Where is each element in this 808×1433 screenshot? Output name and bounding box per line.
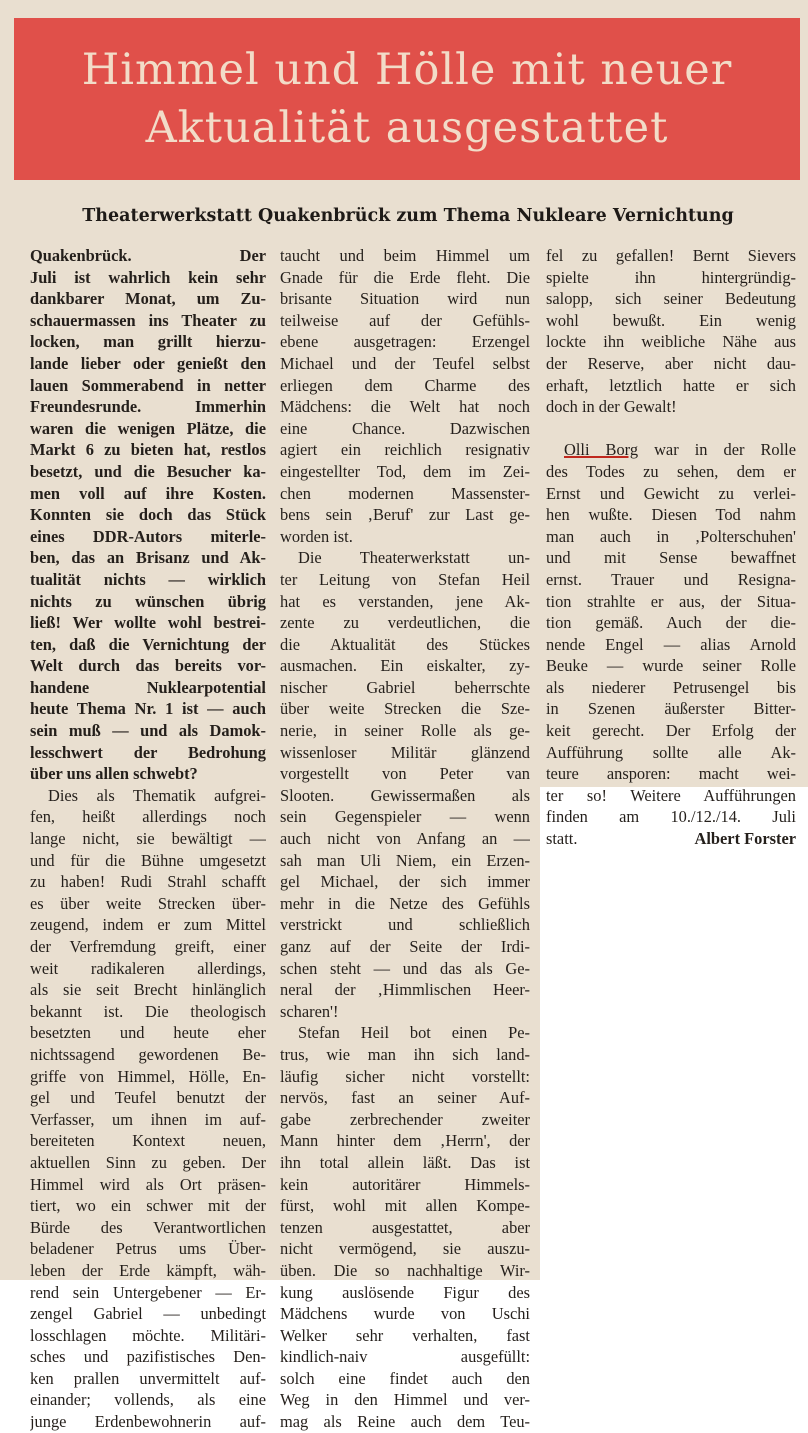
text-line: waren die wenigen Plätze, die <box>30 418 266 438</box>
text-line: leben der Erde kämpft, wäh- <box>30 1260 266 1280</box>
text-line: bereiteten Kontext neuen, <box>30 1131 266 1151</box>
text-line: Quakenbrück. Der <box>30 246 266 265</box>
text-line: ten, daß die Vernichtung der <box>30 634 266 654</box>
text-line: tion strahlte er aus, der Situa- <box>546 591 796 611</box>
text-line: nischer Gabriel beherrschte <box>280 677 530 697</box>
text-line: losschlagen möchte. Militäri- <box>30 1325 266 1345</box>
text-line: trus, wie man ihn sich land- <box>280 1044 530 1064</box>
text-line: tualität nichts — wirklich <box>30 569 266 589</box>
text-line: Juli ist wahrlich kein sehr <box>30 267 266 287</box>
text-line: neral der ‚Himmlischen Heer- <box>280 980 530 1000</box>
article-column-3 <box>546 245 796 850</box>
text-line: ter so! Weitere Aufführungen <box>546 785 796 805</box>
text-line: über uns allen schwebt? <box>30 764 198 784</box>
text-line: Mädchens: die Welt hat noch <box>280 397 530 417</box>
text-line: ausmachen. Ein eiskalter, zy- <box>280 656 530 676</box>
text-line: ben, das an Brisanz und Ak- <box>30 548 266 568</box>
text-line: tenzen ausgestattet, aber <box>280 1217 530 1237</box>
text-line: solch eine findet auch den <box>280 1368 530 1388</box>
text-line: rend sein Untergebener — Er- <box>30 1282 266 1302</box>
text-line: kindlich-naiv ausgefüllt: <box>280 1347 530 1367</box>
text-line: Konnten sie doch das Stück <box>30 505 266 525</box>
text-line: Bürde des Verantwortlichen <box>30 1217 266 1237</box>
headline-line-1: Himmel und Hölle mit neuer <box>81 45 733 95</box>
text-line: ebene ausgetragen: Erzengel <box>280 332 530 352</box>
text-line: lockte ihn weibliche Nähe aus <box>546 332 796 352</box>
text-line: keit gerecht. Der Erfolg der <box>546 721 796 741</box>
text-line: nicht vermögend, sie auszu- <box>280 1239 530 1259</box>
text-line: wohl bewußt. Ein wenig <box>546 310 796 330</box>
text-line: brisante Situation wird nun <box>280 289 530 309</box>
text-line: und mit Sense bewaffnet <box>546 548 796 568</box>
text-line: sches und pazifistisches Den- <box>30 1347 266 1367</box>
text-line: gel und Teufel benutzt der <box>30 1088 266 1108</box>
text-line: zeugend, indem er zum Mittel <box>30 915 266 935</box>
text-line: als niederer Petrusengel bis <box>546 677 796 697</box>
text-line: finden am 10./12./14. Juli <box>546 807 796 827</box>
text-line: gabe zerbrechender zweiter <box>280 1109 530 1129</box>
text-line: man auch in ‚Polterschuhen' <box>546 526 796 546</box>
text-line: fürst, wohl mit allen Kompe- <box>280 1196 530 1216</box>
text-line: schauermassen ins Theater zu <box>30 310 266 330</box>
text-line: teure ansporen: macht wei- <box>546 764 796 784</box>
text-line: bekannt ist. Die theologisch <box>30 1001 266 1021</box>
text-line: ihn total allein läßt. Das ist <box>280 1152 530 1172</box>
text-line: nerie, in seiner Rolle als ge- <box>280 721 530 741</box>
text-line: agiert ein reichlich resignativ <box>280 440 530 460</box>
signature-line <box>546 828 796 850</box>
text-line: nichtssagend gewordenen Be- <box>30 1044 266 1064</box>
author-byline: Albert Forster <box>694 829 796 849</box>
text-line: chen modernen Massenster- <box>280 483 530 503</box>
text-line: Ernst und Gewicht zu verlei- <box>546 483 796 503</box>
text-line: über weite Strecken die Sze- <box>280 699 530 719</box>
text-line: Freundesrunde. Immerhin <box>30 397 266 417</box>
text-line: zu haben! Rudi Strahl schafft <box>30 872 266 892</box>
text-line: worden ist. <box>280 526 353 546</box>
text-line: sein Gegenspieler — wenn <box>280 807 530 827</box>
text-line: Welt durch das bereits vor- <box>30 656 266 676</box>
text-line: ken prallen unvermittelt auf- <box>30 1368 266 1388</box>
text-line: eingestellter Tod, dem im Zei- <box>280 461 530 481</box>
text-line: zente zu verdeutlichen, die <box>280 613 530 633</box>
text-line: heute Thema Nr. 1 ist — auch <box>30 699 266 719</box>
text-line: sah man Uli Niem, ein Erzen- <box>280 850 530 870</box>
text-line: lesschwert der Bedrohung <box>30 742 266 762</box>
text-line: mehr in die Netze des Gefühls <box>280 893 530 913</box>
underlined-name: Olli Borg <box>564 440 639 460</box>
text-line: Beuke — wurde seiner Rolle <box>546 656 796 676</box>
text-line: Die Theaterwerkstatt un- <box>298 548 530 568</box>
text-line: in Szenen äußerster Bitter- <box>546 699 796 719</box>
text-line: verstrickt und schließlich <box>280 915 530 935</box>
text-line: dankbarer Monat, um Zu- <box>30 289 266 309</box>
text-line: nichts zu wünschen übrig <box>30 591 266 611</box>
text-line: men voll auf ihre Kosten. <box>30 483 266 503</box>
text-line: gel Michael, der sich immer <box>280 872 530 892</box>
text-line: einander; vollends, als eine <box>30 1390 266 1410</box>
text-line: erliegen dem Charme des <box>280 375 530 395</box>
text-line: fen, heißt allerdings noch <box>30 807 266 827</box>
text-line: Mädchens wurde von Uschi <box>280 1304 530 1324</box>
text-line: locken, man grillt hierzu- <box>30 332 266 352</box>
text-line: schen steht — und das als Ge- <box>280 958 530 978</box>
text-line: aktuellen Sinn zu geben. Der <box>30 1152 266 1172</box>
text-line: scharen'! <box>280 1001 339 1021</box>
text-line: lange nicht, sie bewältigt — <box>30 829 266 849</box>
text-line: ernst. Trauer und Resigna- <box>546 569 796 589</box>
text-line: eine Chance. Dazwischen <box>280 418 530 438</box>
text-line: hat es verstanden, jene Ak- <box>280 591 530 611</box>
text-line: Mann hinter dem ‚Herrn', der <box>280 1131 530 1151</box>
text-line: als sie seit Brecht hinlänglich <box>30 980 266 1000</box>
text-line: Gnade für die Erde fleht. Die <box>280 267 530 287</box>
text-line: junge Erdenbewohnerin auf- <box>30 1412 266 1432</box>
text-line: besetzten und heute eher <box>30 1023 266 1043</box>
text-line: statt. <box>546 829 578 849</box>
text-line: der Reserve, aber nicht dau- <box>546 353 796 373</box>
text-line: eines DDR-Autors miterle- <box>30 526 266 546</box>
text-line: und für die Bühne umgesetzt <box>30 850 266 870</box>
text-line: mag als Reine auch dem Teu- <box>280 1412 530 1432</box>
text-line: Himmel wird als Ort präsen- <box>30 1174 266 1194</box>
article-column-1 <box>30 245 266 1433</box>
text-line: Aufführung sollte alle Ak- <box>546 742 796 762</box>
headline-line-2: Aktualität ausgestattet <box>145 103 669 153</box>
text-line: salopp, sich seiner Bedeutung <box>546 289 796 309</box>
text-line: Olli Borg war in der Rolle <box>564 440 796 460</box>
text-line: beladener Petrus ums Über- <box>30 1239 266 1259</box>
text-line: tion gemäß. Auch der die- <box>546 613 796 633</box>
text-line: Verfasser, um ihnen im auf- <box>30 1109 266 1129</box>
text-line: wissenloser Militär glänzend <box>280 742 530 762</box>
text-line: Welker sehr verhalten, fast <box>280 1325 530 1345</box>
text-line: handene Nuklearpotential <box>30 677 266 697</box>
text-line: ließ! Wer wollte wohl bestrei- <box>30 613 266 633</box>
text-line: die Aktualität des Stückes <box>280 634 530 654</box>
text-line: erhaft, letztlich hatte er sich <box>546 375 796 395</box>
text-line: der Verfremdung greift, einer <box>30 937 266 956</box>
text-line: ganz auf der Seite der Irdi- <box>280 937 530 956</box>
text-line: kein autoritärer Himmels- <box>280 1174 530 1194</box>
text-line: des Todes zu sehen, dem er <box>546 461 796 481</box>
text-line: taucht und beim Himmel um <box>280 246 530 265</box>
text-line: nervös, fast an seiner Auf- <box>280 1088 530 1108</box>
text-line: bens sein ‚Beruf' zur Last ge- <box>280 505 530 525</box>
text-line: es über weite Strecken über- <box>30 893 266 913</box>
text-line: vorgestellt von Peter van <box>280 764 530 784</box>
text-line: zengel Gabriel — unbedingt <box>30 1304 266 1324</box>
text-line: sein muß — und als Damok- <box>30 721 266 741</box>
text-line: lande lieber oder genießt den <box>30 353 266 373</box>
paragraph-gap <box>546 418 796 440</box>
text-line: griffe von Himmel, Hölle, En- <box>30 1066 266 1086</box>
text-line: teilweise auf der Gefühls- <box>280 310 530 330</box>
article-column-2 <box>280 245 530 1433</box>
text-line: ter Leitung von Stefan Heil <box>280 569 530 589</box>
text-line: lauen Sommerabend in netter <box>30 375 266 395</box>
text-line: fel zu gefallen! Bernt Sievers <box>546 246 796 265</box>
text-line: Slooten. Gewissermaßen als <box>280 785 530 805</box>
text-line: kung auslösende Figur des <box>280 1282 530 1302</box>
text-line: läufig sicher nicht vorstellt: <box>280 1066 530 1086</box>
text-line: hen wußte. Diesen Tod nahm <box>546 505 796 525</box>
text-line: weit radikaleren allerdings, <box>30 958 266 978</box>
text-line: Stefan Heil bot einen Pe- <box>298 1023 530 1043</box>
text-line: spielte ihn hintergründig- <box>546 267 796 287</box>
headline-banner <box>14 18 800 180</box>
text-line: doch in der Gewalt! <box>546 397 677 417</box>
text-line: Dies als Thematik aufgrei- <box>48 785 266 805</box>
text-line: Weg in den Himmel und ver- <box>280 1390 530 1410</box>
text-line: Michael und der Teufel selbst <box>280 353 530 373</box>
subheadline: Theaterwerkstatt Quakenbrück zum Thema Nukleare Vernichtung <box>82 206 734 226</box>
text-line: besetzt, und die Besucher ka- <box>30 461 266 481</box>
text-line: üben. Die so nachhaltige Wir- <box>280 1260 530 1280</box>
text-line: auch nicht von Anfang an — <box>280 829 530 849</box>
text-line: Markt 6 zu bieten hat, restlos <box>30 440 266 460</box>
text-line: nende Engel — alias Arnold <box>546 634 796 654</box>
text-line: tiert, wo ein schwer mit der <box>30 1196 266 1216</box>
